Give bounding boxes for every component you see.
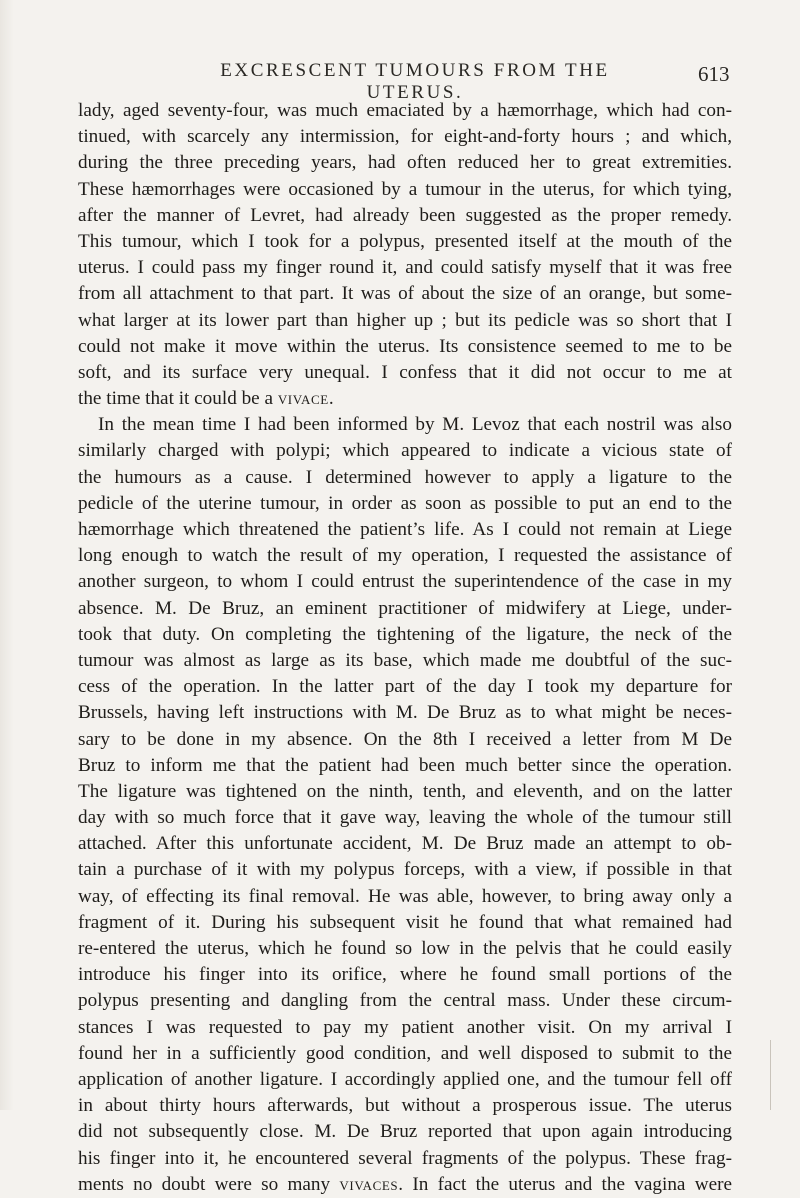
text-line: his finger into it, he encountered several fragments of the polypus. These frag- bbox=[78, 1147, 732, 1169]
text-fragment: the time that it could be a bbox=[78, 388, 278, 410]
page-gutter-shadow bbox=[0, 0, 14, 1110]
text-line: Bruz to inform me that the patient had been much better since the operation. bbox=[78, 754, 732, 776]
text-line: hæmorrhage which threatened the patient’s life. As I could not remain at Liege bbox=[78, 519, 732, 540]
text-line: during the three preceding years, had often reduced her to great extremities. bbox=[78, 152, 732, 174]
text-line: sary to be done in my absence. On the 8th I received a letter from M De bbox=[78, 728, 732, 750]
text-line: soft, and its surface very unequal. I confess that it did not occur to me at bbox=[78, 361, 732, 383]
text-line: way, of effecting its final removal. He was able, however, to bring away only a bbox=[78, 885, 732, 907]
text-line: introduce his finger into its orifice, where he found small portions of the bbox=[78, 964, 732, 986]
text-line: what larger at its lower part than higher up ; but its pedicle was so short that I bbox=[78, 309, 732, 331]
text-fragment: ments no doubt were so many bbox=[78, 1173, 340, 1195]
text-line: uterus. I could pass my finger round it, and could satisfy myself that it was free bbox=[78, 257, 732, 279]
text-fragment: . bbox=[328, 388, 334, 410]
text-line: another surgeon, to whom I could entrust the superintendence of the case in my bbox=[78, 571, 732, 593]
text-line: fragment of it. During his subsequent visit he found that what remained had bbox=[78, 911, 732, 933]
text-line: tinued, with scarcely any intermission, for eight-and-forty hours ; and which, bbox=[78, 126, 732, 148]
page-number: 613 bbox=[698, 62, 730, 86]
paragraph-end-line bbox=[78, 386, 732, 412]
text-line-final bbox=[78, 1172, 732, 1198]
text-line: The ligature was tightened on the ninth, tenth, and eleventh, and on the latter bbox=[78, 780, 732, 802]
text-line: These hæmorrhages were occasioned by a tumour in the uterus, for which tying, bbox=[78, 178, 732, 200]
paragraph-first-line: In the mean time I had been informed by M. Levoz that each nostril was also bbox=[98, 414, 732, 436]
text-line: re-entered the uterus, which he found so low in the pelvis that he could easily bbox=[78, 938, 732, 959]
text-line: absence. M. De Bruz, an eminent practitioner of midwifery at Liege, under- bbox=[78, 597, 732, 619]
italic-term: vivace bbox=[277, 388, 329, 410]
text-line: could not make it move within the uterus. Its consistence seemed to me to be bbox=[78, 335, 732, 357]
running-head: EXCRESCENT TUMOURS FROM THE UTERUS. bbox=[220, 60, 610, 103]
body-text bbox=[78, 98, 732, 1198]
text-line: did not subsequently close. M. De Bruz reported that upon again introducing bbox=[78, 1121, 732, 1143]
text-line: similarly charged with polypi; which appeared to indicate a vicious state of bbox=[78, 440, 732, 462]
text-line: took that duty. On completing the tightening of the ligature, the neck of the bbox=[78, 623, 732, 645]
text-line: stances I was requested to pay my patient another visit. On my arrival I bbox=[78, 1016, 732, 1038]
italic-term: vivaces bbox=[339, 1173, 399, 1195]
text-line: the humours as a cause. I determined however to apply a ligature to the bbox=[78, 466, 732, 488]
text-line: Brussels, having left instructions with M. De Bruz as to what might be neces- bbox=[78, 702, 732, 724]
text-line: This tumour, which I took for a polypus, presented itself at the mouth of the bbox=[78, 230, 732, 252]
text-line: pedicle of the uterine tumour, in order as soon as possible to put an end to the bbox=[78, 492, 732, 514]
text-line: day with so much force that it gave way, leaving the whole of the tumour still bbox=[78, 807, 732, 829]
text-line: from all attachment to that part. It was of about the size of an orange, but some- bbox=[78, 283, 732, 305]
text-line: found her in a sufficiently good condition, and well disposed to submit to the bbox=[78, 1042, 732, 1064]
text-line: cess of the operation. In the latter part of the day I took my departure for bbox=[78, 676, 732, 698]
text-line: tain a purchase of it with my polypus forceps, with a view, if possible in that bbox=[78, 859, 732, 881]
text-line: application of another ligature. I accordingly applied one, and the tumour fell off bbox=[78, 1068, 732, 1090]
text-line: after the manner of Levret, had already been suggested as the proper remedy. bbox=[78, 204, 732, 226]
text-line: in about thirty hours afterwards, but without a prosperous issue. The uterus bbox=[78, 1095, 732, 1117]
text-fragment: . In fact the uterus and the vagina were bbox=[398, 1173, 732, 1195]
text-line: lady, aged seventy-four, was much emaciated by a hæmorrhage, which had con- bbox=[78, 100, 732, 121]
text-line: attached. After this unfortunate accident, M. De Bruz made an attempt to ob- bbox=[78, 833, 732, 855]
text-line: tumour was almost as large as its base, which made me doubtful of the suc- bbox=[78, 649, 732, 671]
scan-edge-line bbox=[770, 1040, 771, 1110]
text-line: long enough to watch the result of my operation, I requested the assistance of bbox=[78, 545, 732, 567]
text-line: polypus presenting and dangling from the central mass. Under these circum- bbox=[78, 990, 732, 1012]
